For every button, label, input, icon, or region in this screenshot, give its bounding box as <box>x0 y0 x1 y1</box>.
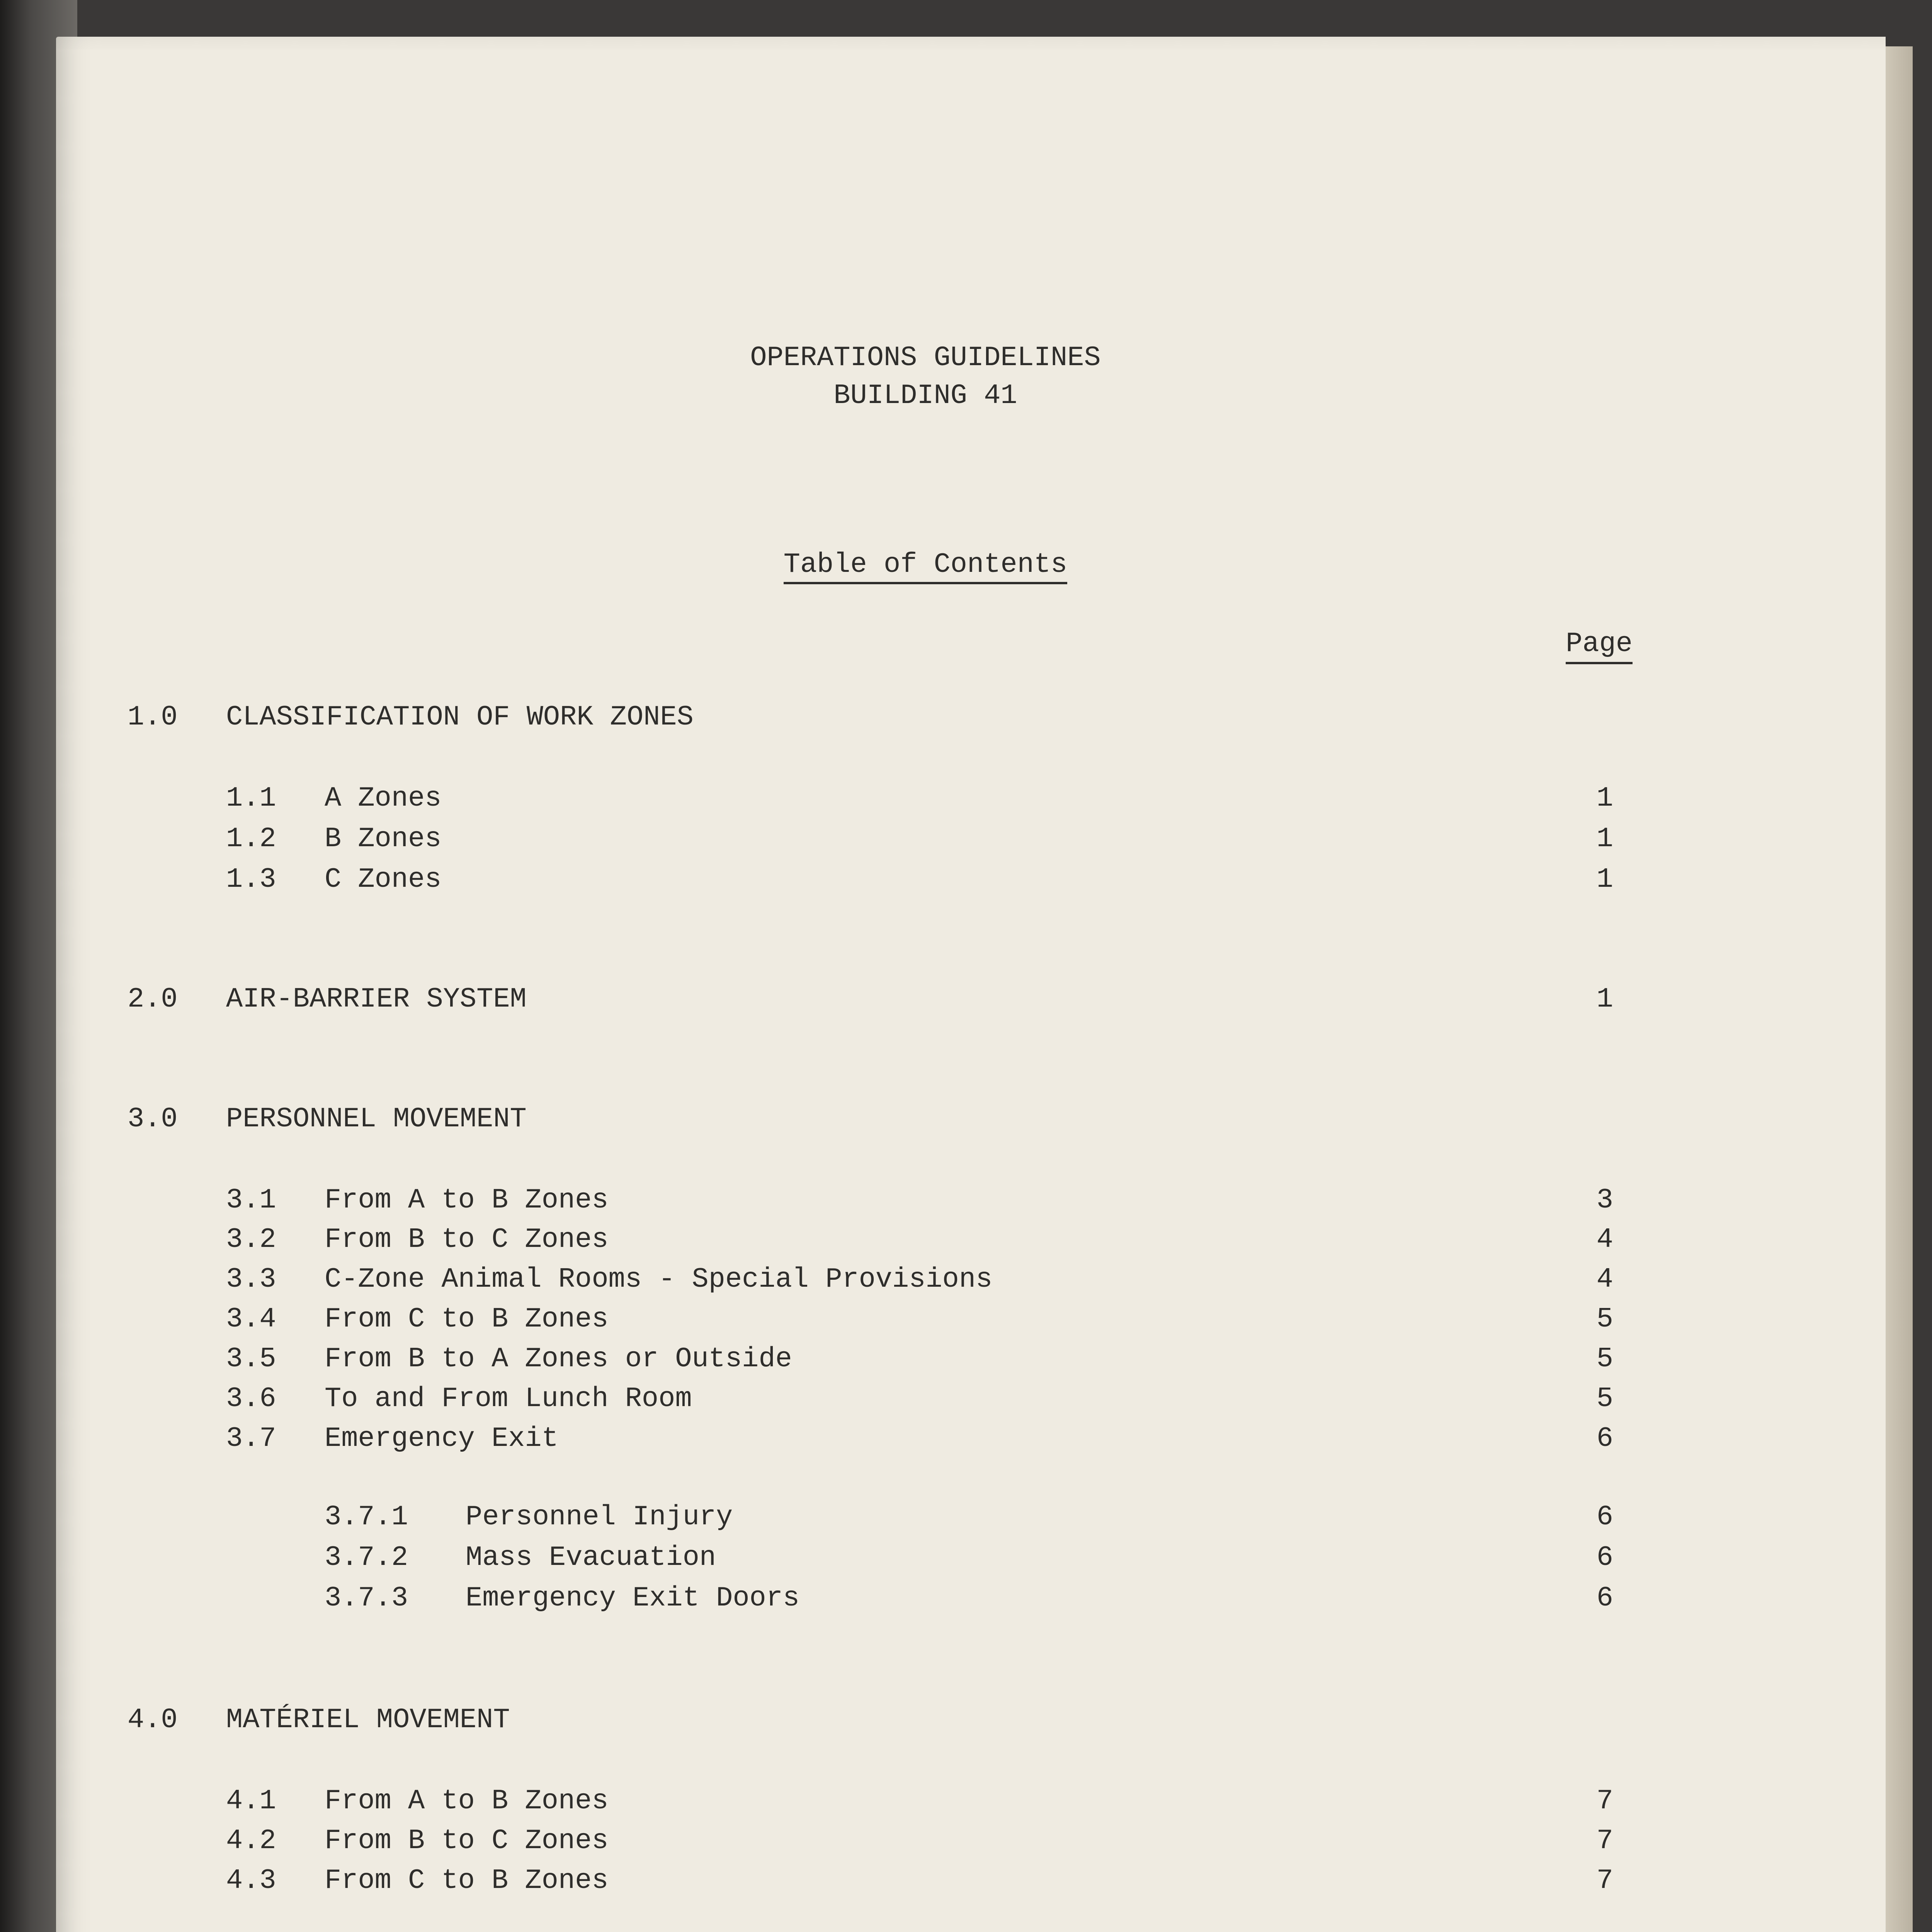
toc-label: From C to B Zones <box>325 1303 609 1335</box>
document-title: OPERATIONS GUIDELINES <box>750 342 1101 374</box>
toc-label: Emergency Exit <box>325 1423 558 1454</box>
toc-label: From B to C Zones <box>325 1825 609 1857</box>
toc-label: From A to B Zones <box>325 1785 609 1817</box>
toc-page-number: 4 <box>1596 1264 1613 1295</box>
page-column-heading-text: Page <box>1566 628 1633 664</box>
toc-label: Personnel Injury <box>466 1501 733 1533</box>
toc-page-number: 6 <box>1596 1582 1613 1614</box>
toc-label: From A to B Zones <box>325 1184 609 1216</box>
toc-page-number: 3 <box>1596 1184 1613 1216</box>
toc-page-number: 5 <box>1596 1303 1613 1335</box>
toc-page-number: 5 <box>1596 1343 1613 1375</box>
toc-label: B Zones <box>325 823 442 855</box>
toc-label: To and From Lunch Room <box>325 1383 692 1415</box>
toc-entry <box>56 823 1886 858</box>
toc-number: 3.6 <box>226 1383 276 1415</box>
toc-page-number: 6 <box>1596 1542 1613 1573</box>
toc-entry <box>56 1264 1886 1298</box>
page-edge <box>1886 46 1913 1932</box>
toc-number: 4.2 <box>226 1825 276 1857</box>
toc-heading <box>752 549 1099 580</box>
toc-subentry <box>56 1582 1886 1617</box>
toc-page-number: 4 <box>1596 1224 1613 1255</box>
toc-label: From B to C Zones <box>325 1224 609 1255</box>
toc-page-number: 1 <box>1596 864 1613 895</box>
toc-number: 1.1 <box>226 782 276 814</box>
toc-number: 1.2 <box>226 823 276 855</box>
toc-label: MATÉRIEL MOVEMENT <box>226 1704 510 1736</box>
toc-label: Emergency Exit Doors <box>466 1582 800 1614</box>
toc-label: A Zones <box>325 782 442 814</box>
toc-number: 3.7.1 <box>325 1501 408 1533</box>
toc-label: C Zones <box>325 864 442 895</box>
document-subtitle: BUILDING 41 <box>833 380 1017 412</box>
toc-label: From C to B Zones <box>325 1865 609 1896</box>
toc-number: 3.0 <box>128 1103 178 1135</box>
toc-number: 2.0 <box>128 983 178 1015</box>
toc-number: 3.1 <box>226 1184 276 1216</box>
toc-entry <box>56 1184 1886 1219</box>
toc-page-number: 1 <box>1596 782 1613 814</box>
toc-number: 4.3 <box>226 1865 276 1896</box>
toc-label: AIR-BARRIER SYSTEM <box>226 983 527 1015</box>
toc-label: Mass Evacuation <box>466 1542 716 1573</box>
toc-number: 3.5 <box>226 1343 276 1375</box>
toc-section <box>56 1704 1886 1739</box>
toc-subentry <box>56 1501 1886 1536</box>
toc-entry <box>56 1224 1886 1259</box>
toc-number: 4.1 <box>226 1785 276 1817</box>
toc-entry <box>56 1383 1886 1418</box>
toc-number: 3.3 <box>226 1264 276 1295</box>
toc-number: 3.7.3 <box>325 1582 408 1614</box>
toc-number: 4.0 <box>128 1704 178 1736</box>
toc-number: 3.2 <box>226 1224 276 1255</box>
toc-number: 1.3 <box>226 864 276 895</box>
toc-heading-text: Table of Contents <box>784 549 1068 584</box>
toc-entry <box>56 1343 1886 1378</box>
toc-page-number: 6 <box>1596 1501 1613 1533</box>
toc-entry <box>56 864 1886 898</box>
toc-page-number: 6 <box>1596 1423 1613 1454</box>
toc-entry <box>56 1303 1886 1338</box>
toc-page-number: 7 <box>1596 1825 1613 1857</box>
toc-section <box>56 701 1886 736</box>
toc-label: From B to A Zones or Outside <box>325 1343 792 1375</box>
toc-label: PERSONNEL MOVEMENT <box>226 1103 527 1135</box>
toc-number: 1.0 <box>128 701 178 733</box>
toc-entry <box>56 1825 1886 1860</box>
toc-label: CLASSIFICATION OF WORK ZONES <box>226 701 694 733</box>
toc-page-number: 1 <box>1596 823 1613 855</box>
toc-section <box>56 1103 1886 1138</box>
toc-entry <box>56 1785 1886 1820</box>
document-page <box>56 37 1886 1932</box>
toc-page-number: 7 <box>1596 1785 1613 1817</box>
toc-page-number: 5 <box>1596 1383 1613 1415</box>
toc-section <box>56 983 1886 1018</box>
toc-subentry <box>56 1542 1886 1577</box>
toc-number: 3.7.2 <box>325 1542 408 1573</box>
toc-page-number: 7 <box>1596 1865 1613 1896</box>
toc-label: C-Zone Animal Rooms - Special Provisions <box>325 1264 993 1295</box>
page-column-heading <box>1544 628 1633 660</box>
toc-entry <box>56 782 1886 817</box>
toc-page-number: 1 <box>1596 983 1613 1015</box>
toc-entry <box>56 1865 1886 1900</box>
toc-entry <box>56 1423 1886 1458</box>
toc-number: 3.7 <box>226 1423 276 1454</box>
toc-number: 3.4 <box>226 1303 276 1335</box>
